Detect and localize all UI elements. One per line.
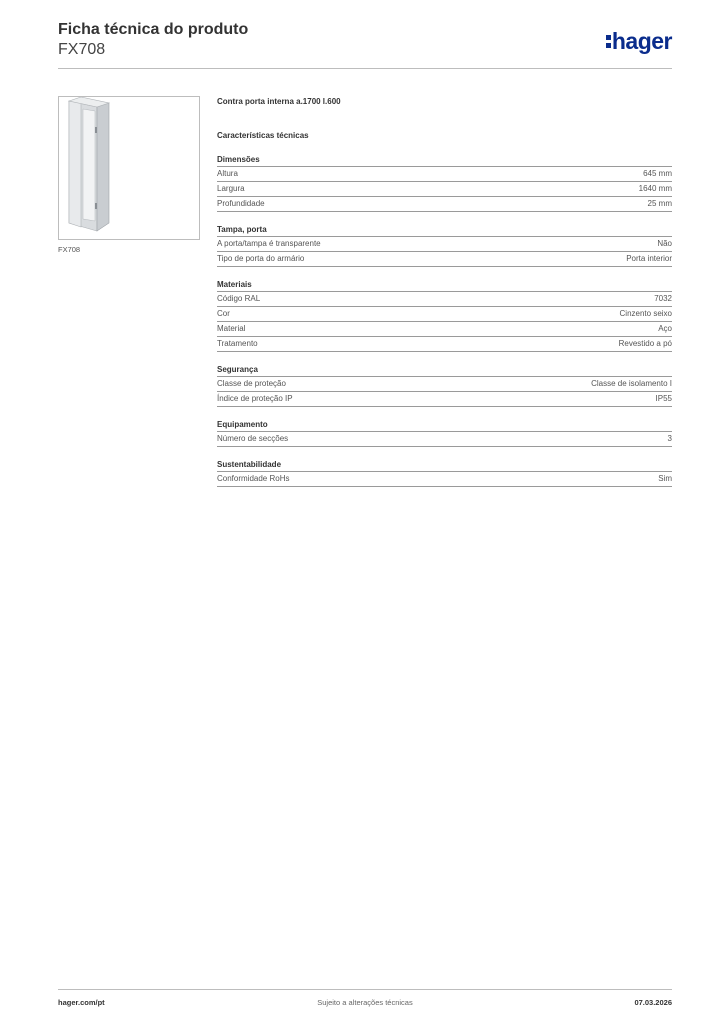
spec-sections <box>217 154 672 487</box>
spec-value: Classe de isolamento I <box>591 379 672 388</box>
spec-section <box>217 459 672 487</box>
product-description: Contra porta interna a.1700 l.600 <box>217 97 341 106</box>
spec-row <box>217 182 672 197</box>
footer-website: hager.com/pt <box>58 998 105 1007</box>
spec-row <box>217 377 672 392</box>
spec-label: Material <box>217 324 246 333</box>
spec-value: Não <box>657 239 672 248</box>
spec-row <box>217 472 672 487</box>
spec-label: Tipo de porta do armário <box>217 254 305 263</box>
spec-row <box>217 322 672 337</box>
spec-section <box>217 419 672 447</box>
cabinet-door-illustration <box>59 97 199 239</box>
spec-label: Índice de proteção IP <box>217 394 293 403</box>
spec-value: 645 mm <box>643 169 672 178</box>
spec-label: Tratamento <box>217 339 258 348</box>
spec-row <box>217 337 672 352</box>
spec-label: Número de secções <box>217 434 289 443</box>
spec-label: Cor <box>217 309 230 318</box>
footer-date: 07.03.2026 <box>634 998 672 1007</box>
spec-section <box>217 224 672 267</box>
spec-value: Revestido a pó <box>618 339 672 348</box>
specifications <box>217 96 672 487</box>
spec-row <box>217 252 672 267</box>
spec-label: Código RAL <box>217 294 261 303</box>
spec-value: Porta interior <box>626 254 672 263</box>
spec-value: IP55 <box>655 394 672 403</box>
spec-value: 3 <box>667 434 672 443</box>
spec-row <box>217 292 672 307</box>
header-divider <box>58 68 672 69</box>
page-footer <box>58 998 672 1010</box>
section-title: Sustentabilidade <box>217 459 672 472</box>
spec-label: Largura <box>217 184 245 193</box>
spec-label: Conformidade RoHs <box>217 474 290 483</box>
section-title: Equipamento <box>217 419 672 432</box>
hager-logo <box>606 28 672 55</box>
spec-value: Sim <box>658 474 672 483</box>
spec-row <box>217 197 672 212</box>
spec-section <box>217 364 672 407</box>
spec-row <box>217 307 672 322</box>
section-title: Segurança <box>217 364 672 377</box>
spec-value: 25 mm <box>647 199 672 208</box>
product-code: FX708 <box>58 41 106 58</box>
spec-row <box>217 237 672 252</box>
spec-section <box>217 279 672 352</box>
section-title: Tampa, porta <box>217 224 672 237</box>
spec-label: Profundidade <box>217 199 265 208</box>
spec-value: 7032 <box>654 294 672 303</box>
section-title: Dimensões <box>217 154 672 167</box>
document-title: Ficha técnica do produto <box>58 21 249 38</box>
image-caption: FX708 <box>58 245 81 254</box>
spec-row <box>217 392 672 407</box>
page-header <box>58 20 672 60</box>
spec-row <box>217 167 672 182</box>
logo-dots-icon <box>606 35 611 48</box>
product-image <box>58 96 200 240</box>
spec-label: Classe de proteção <box>217 379 286 388</box>
spec-value: Cinzento seixo <box>619 309 672 318</box>
spec-row <box>217 432 672 447</box>
spec-label: A porta/tampa é transparente <box>217 239 321 248</box>
characteristics-heading: Características técnicas <box>217 131 309 140</box>
footer-note: Sujeito a alterações técnicas <box>317 998 413 1007</box>
spec-label: Altura <box>217 169 238 178</box>
logo-text: hager <box>611 28 672 54</box>
footer-divider <box>58 989 672 990</box>
spec-value: 1640 mm <box>638 184 672 193</box>
section-title: Materiais <box>217 279 672 292</box>
spec-value: Aço <box>658 324 672 333</box>
spec-section <box>217 154 672 212</box>
